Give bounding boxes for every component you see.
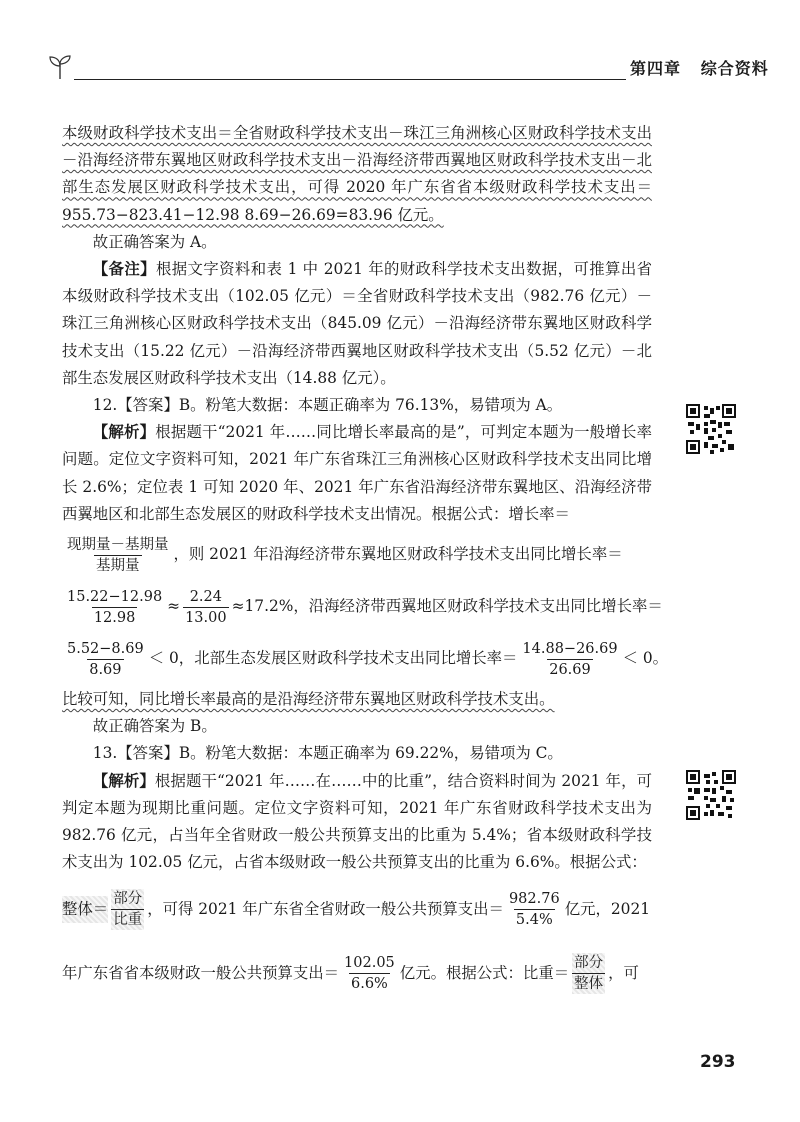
page-number: 293 [700,1052,736,1072]
north-eco-fraction: $\frac{14.88-26.69}{26.69}$ [522,640,618,678]
note-text: 根据文字资料和表 1 中 2021 年的财政科学技术支出数据，可推算出省本级财政科学技术支出（102.05 亿元）＝全省财政科学技术支出（982.76 亿元）－珠江三角洲核心区财政科学技术支出（845.09 亿元）－沿海经济带东翼地区财政科学技术支出（15.22 亿元）－沿海经济带西翼地区财政科学技术支出（5.52 亿元）－北部生态发展区财政科学技术支出（14.88 亿元）。 [62,260,652,387]
q12-head: 12.【答案】B。粉笔大数据：本题正确率为 76.13%，易错项为 A。 [92,396,563,415]
answer-b-q12: 故正确答案为 B。 [92,717,217,736]
page-body [62,120,669,1006]
q13-head: 13.【答案】B。粉笔大数据：本题正确率为 69.22%，易错项为 C。 [92,744,563,763]
analysis-text: 根据题干“2021 年……在……中的比重”，结合资料时间为 2021 年，可判定本题为现期比重问题。定位文字资料可知，2021 年广东省财政科学技术支出为 982.76 亿元，占当年全省财政一般公共预算支出的比重为 5.4%；省本级财政科学技术支出为 102.05 亿元，占省本级财政一般公共预算支出的比重为 6.6%。根据公式： [62,771,652,872]
q13-formula-line-1: 整体＝ $\frac{\text{部分}}{\text{比重}}$ ，可得 2021 年广东省全省财政一般公共预算支出＝ $\frac{982.76}{5.4\%}$ 亿元，2021 [62,890,651,928]
page-header [44,52,769,86]
q12-formula-line-3: $\frac{5.52-8.69}{8.69}$ ＜ 0，北部生态发展区财政科学技术支出同比增长率＝ $\frac{14.88-26.69}{26.69}$ ＜ 0。 [67,640,669,678]
q13-formula-line-2: 年广东省省本级财政一般公共预算支出＝ $\frac{102.05}{6.6\%}$ 亿元。根据公式：比重＝ $\frac{\text{部分}}{\text{整体}}$ ，可 [62,954,639,992]
q12-conclusion: 比较可知，同比增长率最高的是沿海经济带东翼地区财政科学技术支出。 [62,690,555,709]
east-wing-fraction: $\frac{15.22-12.98}{12.98}$ [67,588,163,626]
province-level-fraction: $\frac{102.05}{6.6\%}$ [344,954,395,992]
note-label: 【备注】 [92,260,156,279]
q12-analysis [62,419,652,528]
province-total-fraction: $\frac{982.76}{5.4\%}$ [508,890,560,928]
analysis-text: 根据题干“2021 年……同比增长率最高的是”，可判定本题为一般增长率问题。定位文字资料可知，2021 年广东省珠江三角洲核心区财政科学技术支出同比增长 2.6%；定位表 1 可知 2020 年、2021 年广东省沿海经济带东翼地区、沿海经济带西翼地区和北部生态发展区的财政科学技术支出情况。根据公式：增长率＝ [62,423,652,523]
qr-code-icon [686,770,736,820]
q12-formula-line-2: $\frac{15.22-12.98}{12.98}$ ≈ $\frac{2.24}{13.00}$ ≈17.2%，沿海经济带西翼地区财政科学技术支出同比增长率＝ [67,588,663,626]
growth-rate-formula: $\frac{\text{现期量－基期量}}{\text{基期量}}$ [67,536,169,574]
paragraph-formula-2020: 本级财政科学技术支出＝全省财政科学技术支出－珠江三角洲核心区财政科学技术支出－沿海经济带东翼地区财政科学技术支出－沿海经济带西翼地区财政科学技术支出－北部生态发展区财政科学技术支出，可得 2020 年广东省省本级财政科学技术支出＝955.73−823.41−12.98 8.69−26.69=83.96 亿元。 [62,124,652,224]
note-paragraph [62,256,652,392]
west-wing-fraction: $\frac{5.52-8.69}{8.69}$ [67,640,144,678]
part-over-ratio-fraction: $\frac{\text{部分}}{\text{比重}}$ [113,890,143,928]
qr-code-icon [686,404,736,454]
analysis-label: 【解析】 [92,771,155,790]
q12-formula-line-1: $\frac{\text{现期量－基期量}}{\text{基期量}}$ ，则 2021 年沿海经济带东翼地区财政科学技术支出同比增长率＝ [67,536,623,574]
q13-analysis [62,768,652,877]
analysis-label: 【解析】 [92,423,156,442]
answer-a: 故正确答案为 A。 [92,232,217,251]
sprout-icon [48,54,72,80]
chapter-title: 第四章 综合资料 [630,59,769,78]
whole-formula-label: 整体＝ [62,896,108,923]
ratio-formula-fraction: $\frac{\text{部分}}{\text{整体}}$ [574,954,604,992]
east-wing-approx-fraction: $\frac{2.24}{13.00}$ [185,588,227,626]
header-rule [74,79,626,80]
